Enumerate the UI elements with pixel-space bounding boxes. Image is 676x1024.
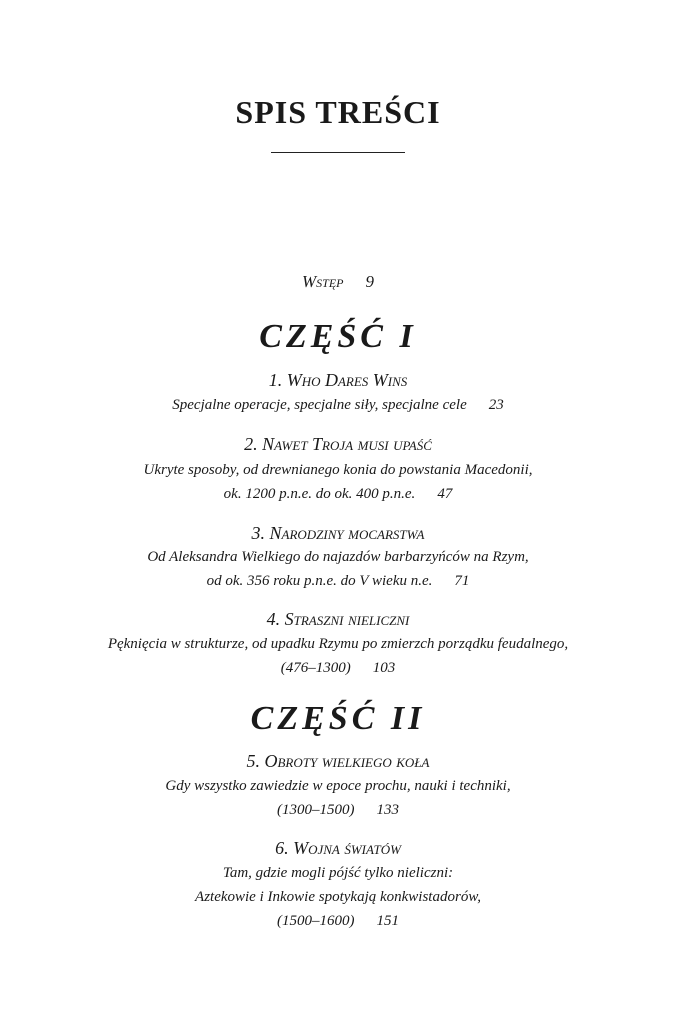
chapter-desc-line: Pęknięcia w strukturze, od upadku Rzymu po zmierzch porządku feudalnego, bbox=[107, 636, 569, 652]
chapter-desc-line: Aztekowie i Inkowie spotykają konkwistadorów, bbox=[195, 889, 481, 905]
chapter-desc-line-last bbox=[0, 798, 676, 822]
toc-entry-chapter-4-title[interactable]: 4. Straszni nieliczni bbox=[266, 609, 410, 629]
chapter-page-number: 133 bbox=[376, 802, 399, 818]
chapter-page-number: 71 bbox=[454, 573, 470, 589]
chapter-desc-line-last bbox=[0, 569, 676, 593]
toc-entry-chapter-6-title[interactable]: 6. Wojna światów bbox=[275, 838, 401, 858]
toc-entry-chapter-2-title[interactable]: 2. Nawet Troja musi upaść bbox=[244, 434, 432, 454]
chapter-page-number: 23 bbox=[488, 397, 504, 413]
chapter-desc-line: Od Aleksandra Wielkiego do najazdów barbarzyńców na Rzym, bbox=[147, 549, 529, 565]
title-divider bbox=[271, 152, 405, 153]
chapter-desc-line-last bbox=[0, 656, 676, 680]
chapter-desc-line: Specjalne operacje, specjalne siły, specjalne cele bbox=[172, 397, 467, 413]
chapter-desc-line: (1500–1600) bbox=[277, 913, 355, 929]
chapter-desc-line: Ukryte sposoby, od drewnianego konia do powstania Macedonii, bbox=[143, 462, 533, 478]
toc-entry-intro[interactable] bbox=[0, 272, 676, 292]
chapter-page-number: 151 bbox=[376, 913, 399, 929]
chapter-desc-line: Gdy wszystko zawiedzie w epoce prochu, nauki i techniki, bbox=[165, 778, 511, 794]
intro-label: Wstęp bbox=[302, 272, 344, 291]
chapter-desc-line-last bbox=[0, 482, 676, 506]
toc-entry-chapter-5-title[interactable]: 5. Obroty wielkiego koła bbox=[246, 751, 430, 771]
toc-entry-chapter-1-title[interactable]: 1. Who Dares Wins bbox=[268, 370, 408, 390]
chapter-desc-line: Tam, gdzie mogli pójść tylko nieliczni: bbox=[222, 865, 454, 881]
toc-entry-chapter-5-desc bbox=[0, 774, 676, 822]
page-title: SPIS TREŚCI bbox=[235, 94, 441, 130]
toc-entry-chapter-1-desc bbox=[0, 393, 676, 417]
chapter-page-number: 103 bbox=[372, 660, 396, 676]
chapter-desc-line: (476–1300) bbox=[280, 660, 351, 676]
toc-entry-chapter-2-desc bbox=[0, 458, 676, 506]
toc-entry-chapter-3-desc bbox=[0, 545, 676, 593]
chapter-desc-line: od ok. 356 roku p.n.e. do V wieku n.e. bbox=[206, 573, 433, 589]
chapter-page-number: 47 bbox=[437, 486, 453, 502]
chapter-desc-line: (1300–1500) bbox=[277, 802, 355, 818]
toc-entry-chapter-4-desc bbox=[0, 632, 676, 680]
intro-page-number: 9 bbox=[365, 272, 374, 291]
chapter-desc-line-last bbox=[0, 909, 676, 933]
toc-entry-chapter-3-title[interactable]: 3. Narodziny mocarstwa bbox=[251, 523, 425, 543]
chapter-desc-line: ok. 1200 p.n.e. do ok. 400 p.n.e. bbox=[223, 486, 416, 502]
part-heading-2: CZĘŚĆ II bbox=[250, 700, 426, 737]
toc-entry-chapter-6-desc bbox=[0, 861, 676, 933]
part-heading-1: CZĘŚĆ I bbox=[259, 318, 417, 355]
